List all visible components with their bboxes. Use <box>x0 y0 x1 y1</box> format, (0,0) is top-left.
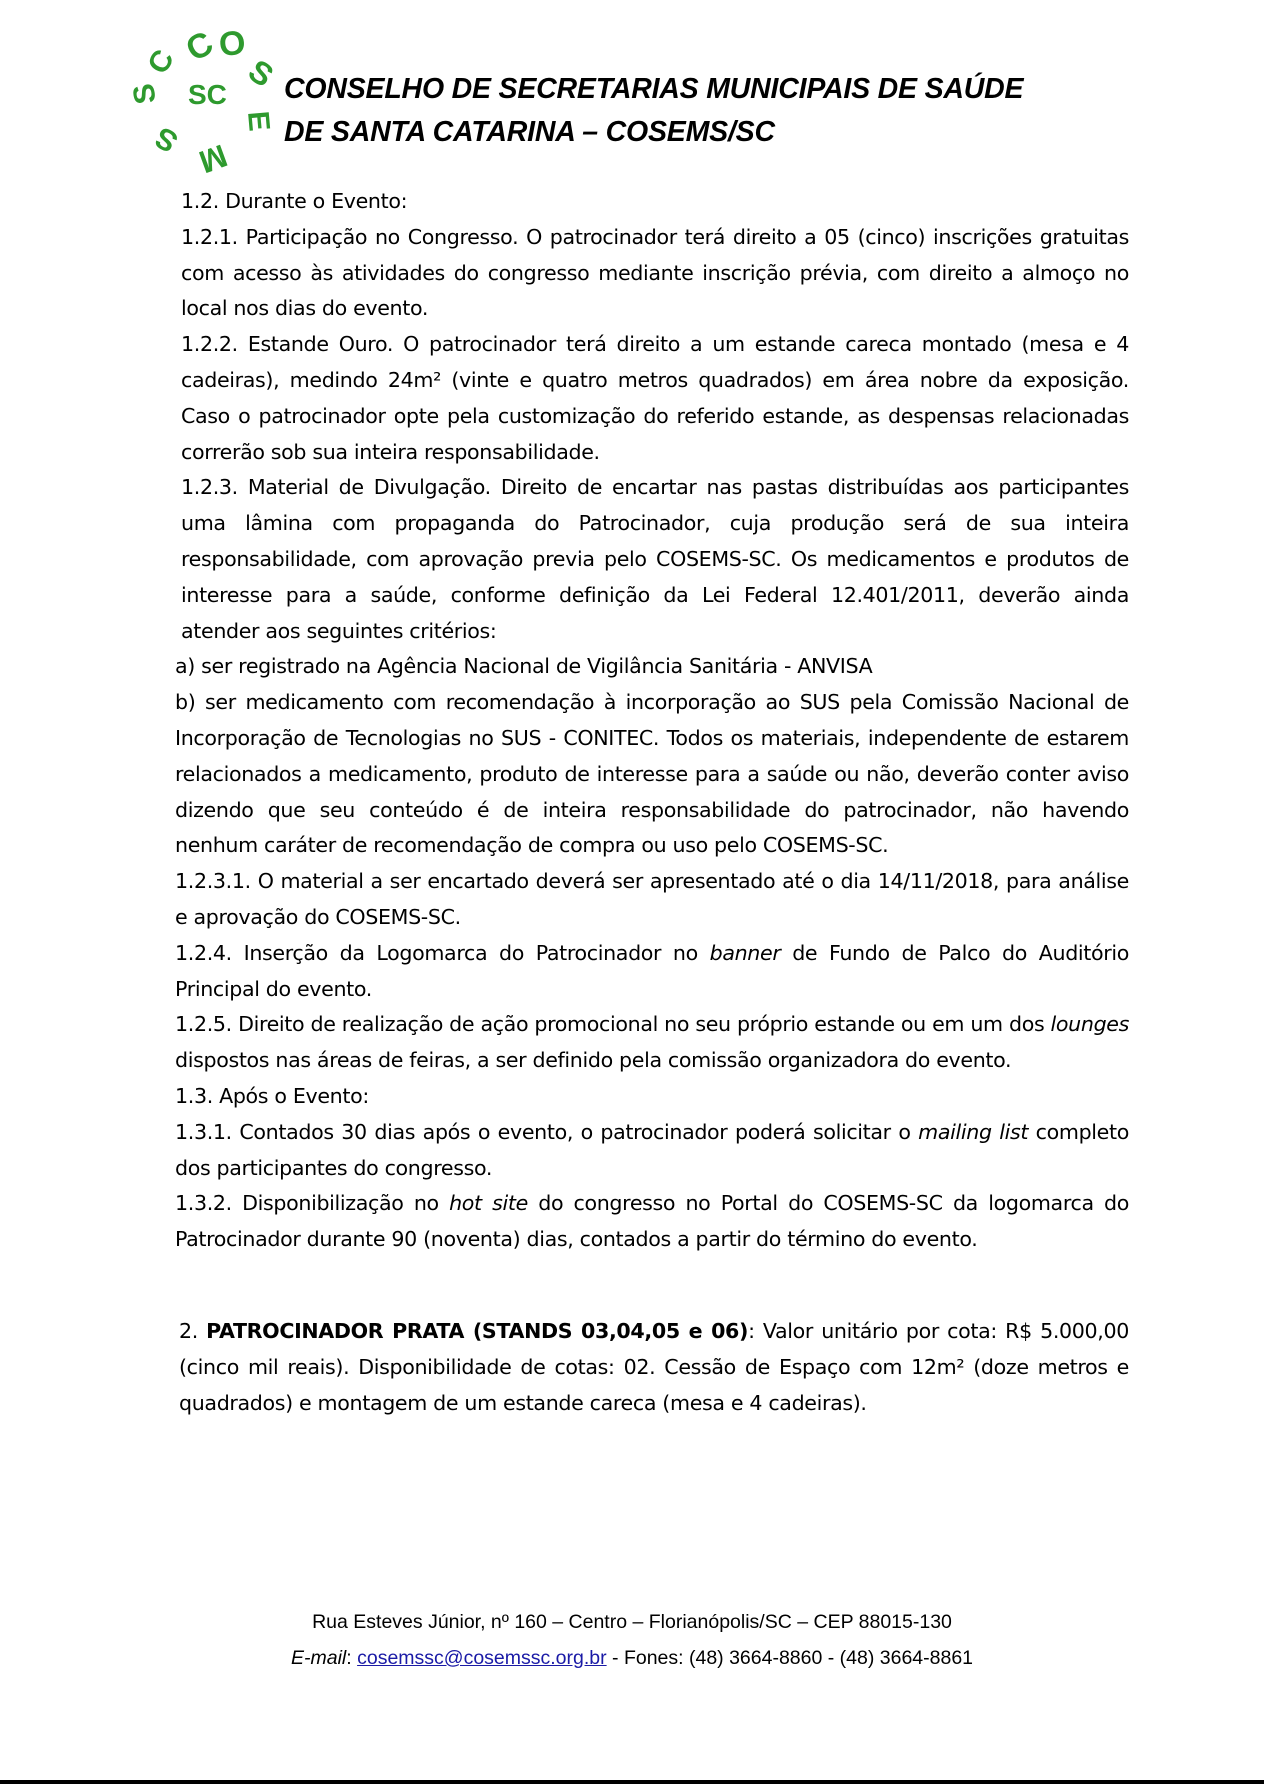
document-header <box>126 23 1110 181</box>
svg-text:SC: SC <box>188 79 227 110</box>
svg-text:O: O <box>217 23 248 64</box>
italic-term: lounges <box>1050 1012 1129 1037</box>
criterion-a: a) ser registrado na Agência Nacional de Vigilância Sanitária - ANVISA <box>175 654 873 679</box>
email-separator: : <box>346 1647 358 1669</box>
paragraph-1-3-2 <box>175 1186 1129 1258</box>
paragraph-1-3-1 <box>175 1115 1129 1187</box>
text-segment: de Fundo de Palco do Auditório Principal do evento. <box>175 940 1129 1001</box>
paragraph-1-2-3: 1.2.3. Material de Divulgação. Direito de encartar nas pastas distribuídas aos participantes uma lâmina com propaganda do Patrocinador, cuja produção será de sua inteira responsabilidade, com aprovação previa pelo COSEMS-SC. Os medicamentos e produtos de interesse para a saúde, conforme definição da Lei Federal 12.401/2011, deverão ainda atender aos seguintes critérios: <box>181 475 1129 643</box>
title-line-1: CONSELHO DE SECRETARIAS MUNICIPAIS DE SAÚDE <box>284 73 1024 105</box>
svg-text:S: S <box>149 119 184 159</box>
italic-term: mailing list <box>918 1119 1029 1144</box>
text-segment: 1.3.2. Disponibilização no <box>175 1191 450 1216</box>
document-body <box>175 184 1129 1258</box>
title-line-2: DE SANTA CATARINA – COSEMS/SC <box>284 116 775 148</box>
paragraph-1-2-4 <box>175 936 1129 1008</box>
text-segment: dispostos nas áreas de feiras, a ser definido pela comissão organizadora do evento. <box>175 1048 1012 1073</box>
organization-title <box>284 68 1023 154</box>
svg-text:S: S <box>126 81 163 107</box>
email-label: E-mail <box>290 1647 347 1669</box>
svg-text:M: M <box>194 137 232 181</box>
email-link[interactable]: cosemssc@cosemssc.org.br <box>357 1647 607 1669</box>
svg-text:C: C <box>141 44 181 80</box>
cosems-logo <box>126 23 281 181</box>
paragraph-1-2-5 <box>175 1007 1129 1079</box>
text-segment: 1.3.1. Contados 30 dias após o evento, o patrocinador poderá solicitar o <box>175 1119 919 1144</box>
text-segment: do congresso no Portal do COSEMS-SC da logomarca do Patrocinador durante 90 (noventa) dias, contados a partir do término do evento. <box>175 1191 1130 1252</box>
text-segment: 1.2.5. Direito de realização de ação promocional no seu próprio estande ou em um dos <box>175 1012 1051 1037</box>
footer-contact <box>0 1647 1264 1670</box>
svg-text:S: S <box>241 52 281 94</box>
text-segment: 1.2.4. Inserção da Logomarca do Patrocinador no <box>175 940 710 965</box>
footer-address: Rua Esteves Júnior, nº 160 – Centro – Florianópolis/SC – CEP 88015-130 <box>312 1611 952 1633</box>
section-number: 2. <box>179 1319 207 1343</box>
paragraph-1-2-1: 1.2.1. Participação no Congresso. O patrocinador terá direito a 05 (cinco) inscrições gratuitas com acesso às atividades do congresso mediante inscrição prévia, com direito a almoço no local nos dias do evento. <box>181 224 1129 321</box>
svg-text:C: C <box>179 23 220 70</box>
section-2-patrocinador-prata <box>179 1314 1129 1421</box>
phone-numbers: - Fones: (48) 3664-8860 - (48) 3664-8861 <box>606 1647 974 1669</box>
paragraph-1-3: 1.3. Após o Evento: <box>175 1083 369 1108</box>
section-2-paragraph <box>179 1314 1129 1421</box>
italic-term: banner <box>709 940 781 965</box>
criterion-b: b) ser medicamento com recomendação à incorporação ao SUS pela Comissão Nacional de Incorporação de Tecnologias no SUS - CONITEC. Todos os materiais, independente de estarem relacionados a medicamento, produto de interesse para a saúde ou não, deverão conter aviso dizendo que seu conteúdo é de inteira responsabilidade do patrocinador, não havendo nenhum caráter de recomendação de compra ou uso pelo COSEMS-SC. <box>175 690 1129 858</box>
italic-term: hot site <box>449 1191 528 1216</box>
section-text: : Valor unitário por cota: R$ 5.000,00 (cinco mil reais). Disponibilidade de cotas: 02. Cessão de Espaço com 12m² (doze metros e quadrados) e montagem de um estande careca (mesa e 4 cadeiras). <box>179 1319 1129 1415</box>
text-segment: completo dos participantes do congresso. <box>175 1119 1129 1180</box>
page-bottom-rule <box>0 1780 1264 1784</box>
section-heading: PATROCINADOR PRATA (STANDS 03,04,05 e 06) <box>206 1319 749 1343</box>
paragraph-1-2: 1.2. Durante o Evento: <box>181 189 408 213</box>
paragraph-1-2-3-1: 1.2.3.1. O material a ser encartado deverá ser apresentado até o dia 14/11/2018, para análise e aprovação do COSEMS-SC. <box>175 869 1129 929</box>
svg-text:E: E <box>241 109 276 133</box>
paragraph-1-2-2: 1.2.2. Estande Ouro. O patrocinador terá direito a um estande careca montado (mesa e 4 cadeiras), medindo 24m² (vinte e quatro metros quadrados) em área nobre da exposição. Caso o patrocinador opte pela customização do referido estande, as despensas relacionadas correrão sob sua inteira responsabilidade. <box>181 332 1129 464</box>
